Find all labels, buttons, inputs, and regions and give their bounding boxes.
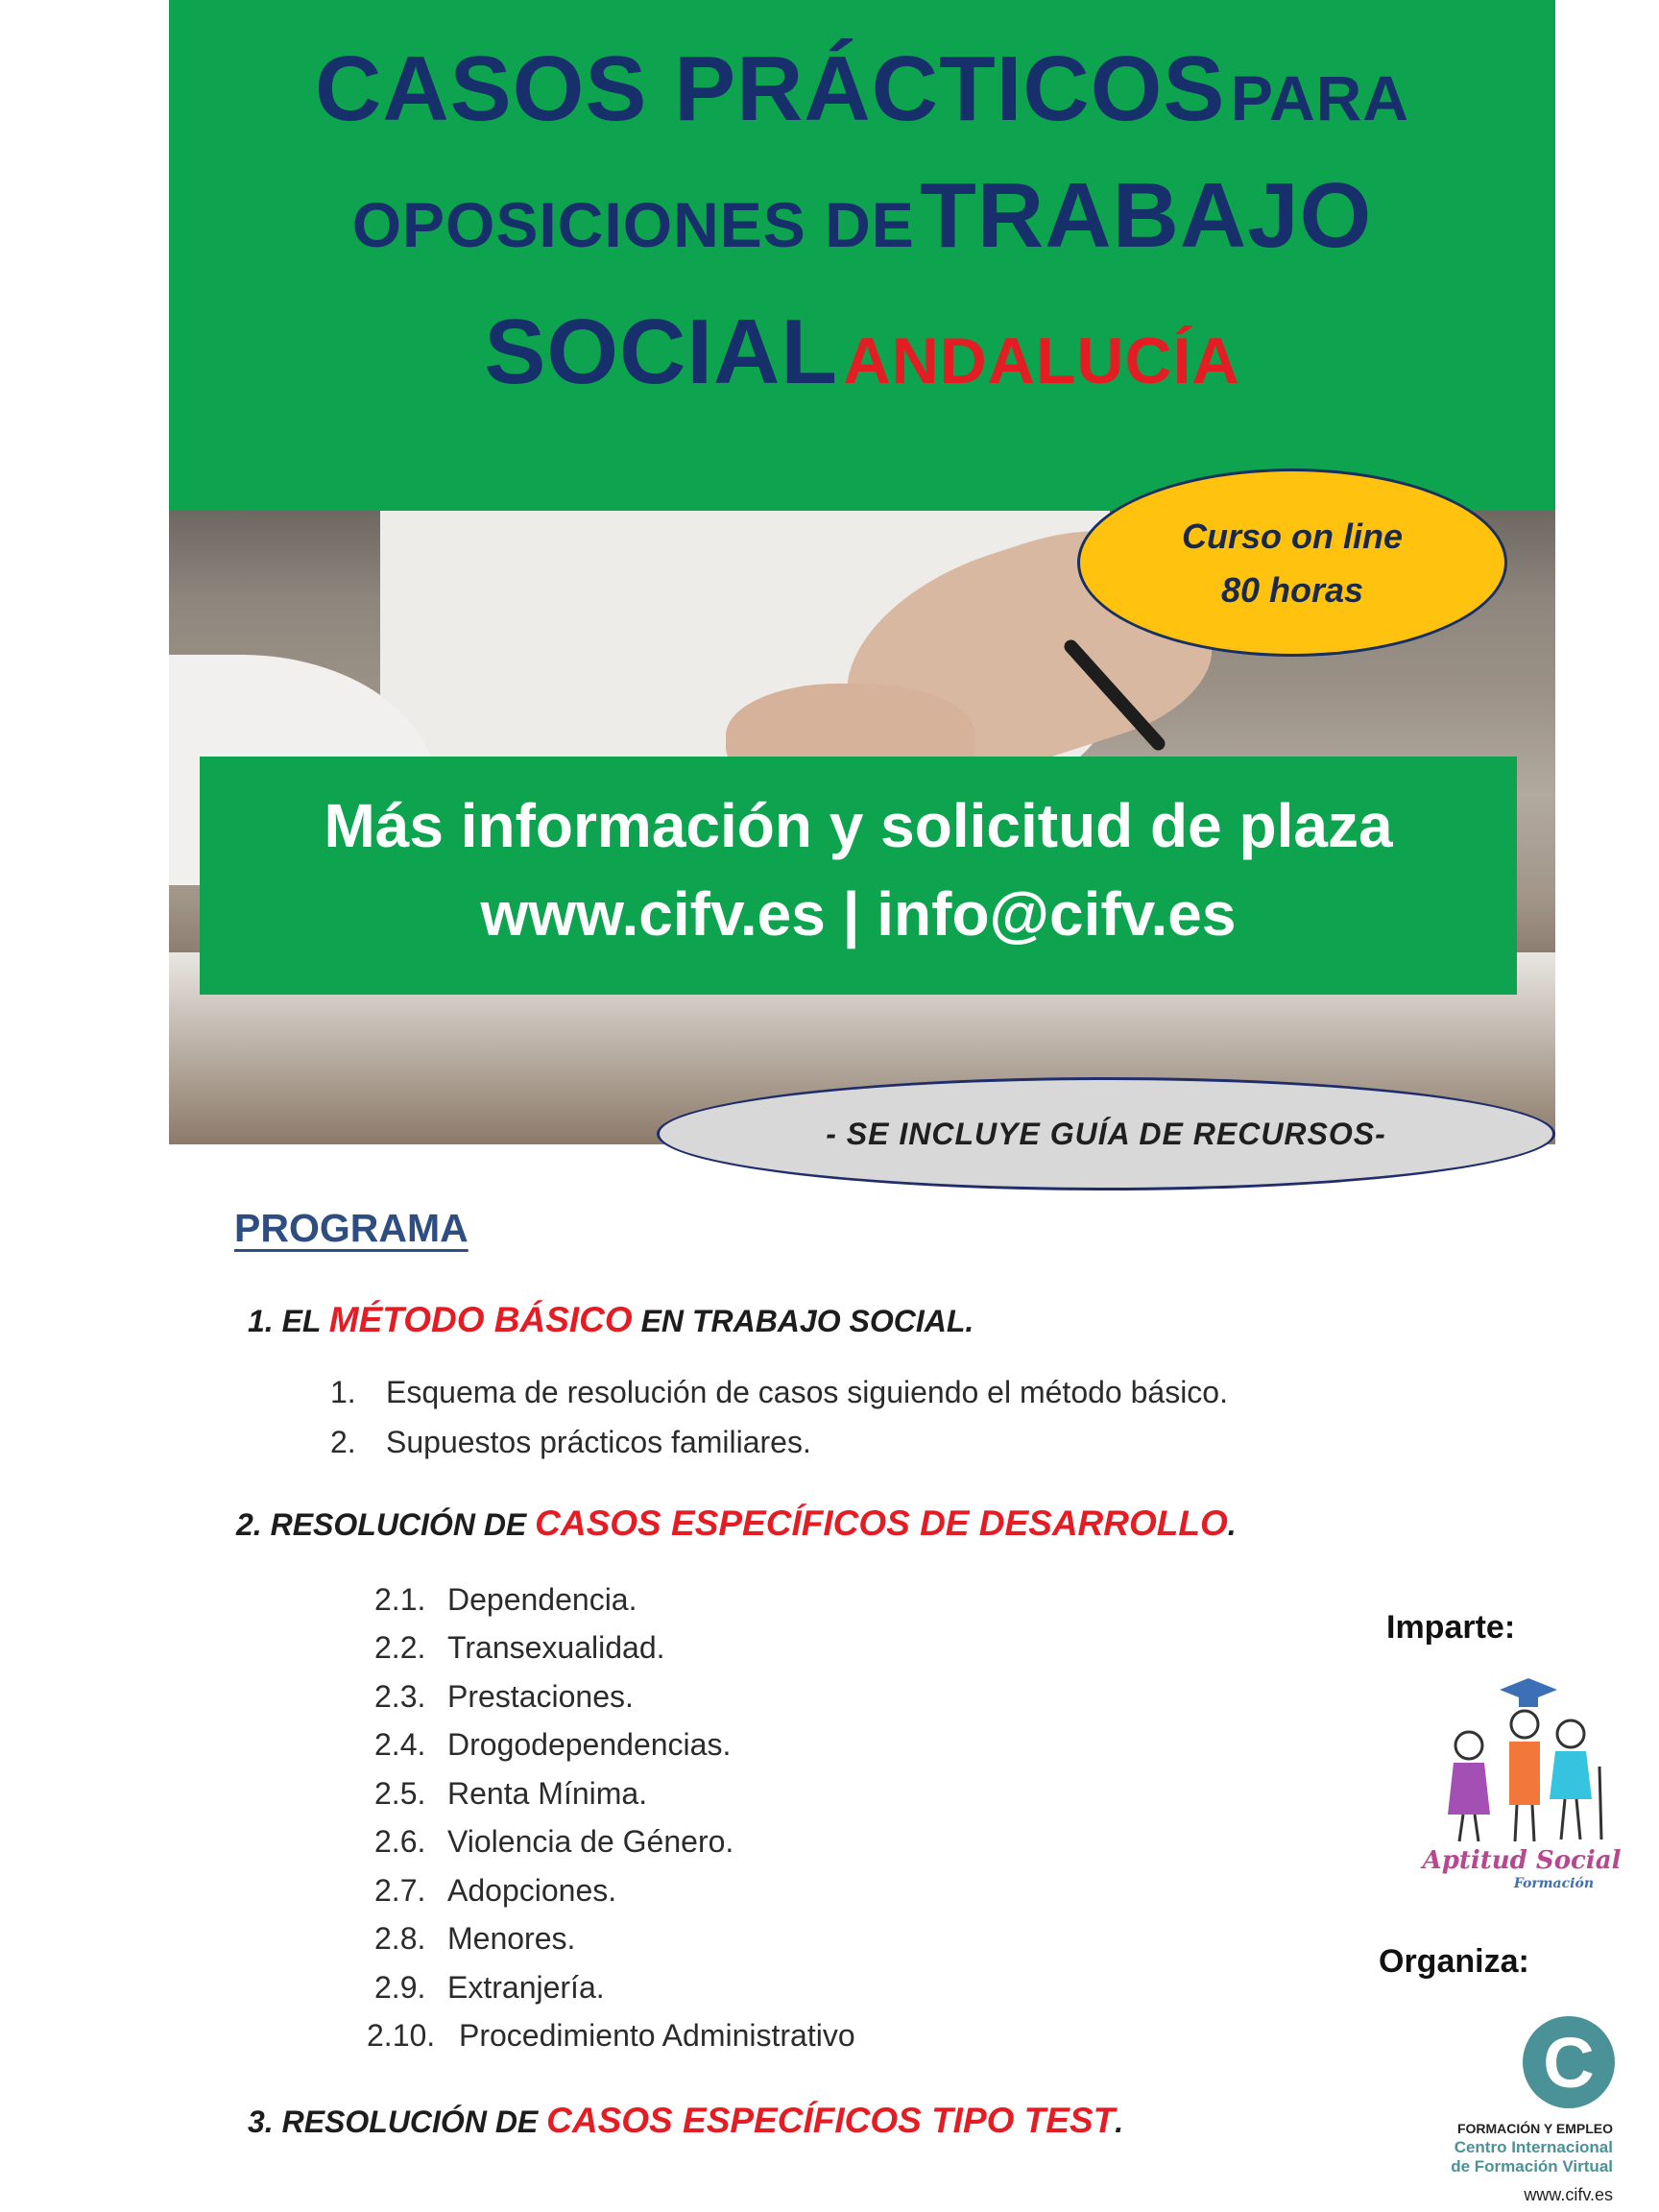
- cifv-letter: C: [1543, 2023, 1595, 2103]
- info-line-2[interactable]: www.cifv.es | info@cifv.es: [480, 879, 1237, 949]
- title-oposiciones-de: OPOSICIONES DE: [351, 189, 915, 260]
- list-item-text: Dependencia.: [447, 1582, 637, 1617]
- section-1-heading: [248, 1300, 974, 1340]
- list-item-number: 2.3.: [374, 1679, 426, 1714]
- title-line-2: [169, 163, 1555, 269]
- list-item: [374, 1630, 665, 1666]
- aptitud-logo-text: Aptitud Social: [1422, 1846, 1622, 1875]
- list-item-text: Supuestos prácticos familiares.: [386, 1425, 811, 1459]
- list-item-text: Adopciones.: [447, 1873, 617, 1908]
- organiza-label: Organiza:: [1379, 1943, 1529, 1980]
- list-item-number: 2.8.: [374, 1921, 426, 1956]
- cifv-line-1: FORMACIÓN Y EMPLEO: [1456, 2121, 1613, 2136]
- list-item: [374, 1679, 634, 1715]
- list-item: [374, 1970, 605, 2006]
- list-item-text: Renta Mínima.: [447, 1776, 648, 1811]
- list-item: [330, 1425, 811, 1460]
- info-line-1: Más información y solicitud de plaza: [324, 791, 1393, 860]
- title-andalucia: ANDALUCÍA: [843, 325, 1240, 397]
- mortarboard-base-shape: [1519, 1694, 1538, 1707]
- list-item-text: Violencia de Género.: [447, 1824, 734, 1859]
- section-2-suffix: .: [1227, 1507, 1237, 1542]
- aptitud-logo-subtext: Formación: [1513, 1876, 1594, 1891]
- list-item-number: 2.4.: [374, 1727, 426, 1762]
- cifv-logo: [1411, 2016, 1632, 2208]
- list-item-number: 2.6.: [374, 1824, 426, 1859]
- list-item: [374, 1776, 647, 1812]
- title-line-3: [169, 300, 1555, 405]
- list-item-text: Extranjería.: [447, 1970, 605, 2005]
- list-item: [374, 1824, 733, 1860]
- header-banner: [169, 0, 1555, 511]
- list-item: [330, 1375, 1228, 1410]
- figure-3-head-shape: [1557, 1720, 1584, 1747]
- section-2-heading: [236, 1503, 1237, 1544]
- section-2-highlight: CASOS ESPECÍFICOS DE DESARROLLO: [535, 1503, 1228, 1543]
- list-item-text: Drogodependencias.: [447, 1727, 732, 1762]
- list-item-number: 2.7.: [374, 1873, 426, 1908]
- section-3-prefix: 3. RESOLUCIÓN DE: [248, 2104, 547, 2139]
- figure-1-body-shape: [1448, 1763, 1490, 1815]
- figure-3-leg-shape: [1576, 1799, 1580, 1839]
- guide-note: - SE INCLUYE GUÍA DE RECURSOS-: [657, 1077, 1555, 1190]
- list-item: [374, 1727, 731, 1763]
- title-social: SOCIAL: [484, 301, 839, 403]
- section-3-highlight: CASOS ESPECÍFICOS TIPO TEST: [546, 2101, 1116, 2140]
- list-item-number: 2.5.: [374, 1776, 426, 1811]
- course-badge-line2: 80 horas: [1220, 570, 1364, 610]
- cifv-line-3: de Formación Virtual: [1451, 2157, 1613, 2176]
- section-3-suffix: .: [1115, 2104, 1124, 2139]
- list-item: [374, 1921, 575, 1957]
- title-casos-practicos: CASOS PRÁCTICOS: [315, 37, 1226, 140]
- list-item-text: Procedimiento Administrativo: [459, 2018, 855, 2053]
- list-item-text: Transexualidad.: [447, 1630, 665, 1665]
- list-item-number: 1.: [330, 1375, 356, 1409]
- list-item-number: 2.1.: [374, 1582, 426, 1617]
- info-box: [200, 757, 1517, 995]
- course-badge-line1: Curso on line: [1181, 517, 1403, 556]
- course-badge: [1077, 469, 1507, 657]
- title-line-1: [169, 36, 1555, 142]
- list-item-text: Menores.: [447, 1921, 576, 1956]
- figure-2-leg-shape: [1515, 1805, 1517, 1841]
- cifv-url: www.cifv.es: [1524, 2185, 1613, 2204]
- section-2-prefix: 2. RESOLUCIÓN DE: [236, 1507, 536, 1542]
- list-item-number: 2.9.: [374, 1970, 426, 2005]
- figure-1-leg-shape: [1475, 1815, 1479, 1841]
- list-item-number: 2.: [330, 1425, 356, 1459]
- list-item: [367, 2018, 855, 2054]
- title-para: PARA: [1230, 62, 1409, 133]
- programa-title: PROGRAMA: [234, 1206, 469, 1250]
- list-item-number: 2.2.: [374, 1630, 426, 1665]
- figure-1-leg-shape: [1459, 1815, 1463, 1841]
- figure-2-leg-shape: [1532, 1805, 1534, 1841]
- cane-shape: [1599, 1767, 1601, 1839]
- list-item-text: Prestaciones.: [447, 1679, 634, 1714]
- section-1-prefix: 1. EL: [248, 1304, 329, 1338]
- section-1-suffix: EN TRABAJO SOCIAL.: [632, 1304, 974, 1338]
- list-item-text: Esquema de resolución de casos siguiendo el método básico.: [386, 1375, 1228, 1409]
- list-item: [374, 1582, 637, 1618]
- title-trabajo: TRABAJO: [920, 164, 1373, 267]
- figure-1-head-shape: [1455, 1732, 1482, 1759]
- figure-2-head-shape: [1511, 1711, 1538, 1738]
- aptitud-social-logo: [1411, 1671, 1632, 1891]
- cifv-line-2: Centro Internacional: [1454, 2138, 1613, 2156]
- figure-3-leg-shape: [1561, 1799, 1565, 1839]
- section-1-highlight: MÉTODO BÁSICO: [328, 1300, 633, 1339]
- list-item: [374, 1873, 616, 1909]
- figure-3-body-shape: [1550, 1751, 1592, 1799]
- list-item-number: 2.10.: [367, 2018, 436, 2053]
- imparte-label: Imparte:: [1386, 1609, 1516, 1646]
- section-3-heading: [248, 2101, 1123, 2141]
- figure-2-body-shape: [1509, 1742, 1540, 1805]
